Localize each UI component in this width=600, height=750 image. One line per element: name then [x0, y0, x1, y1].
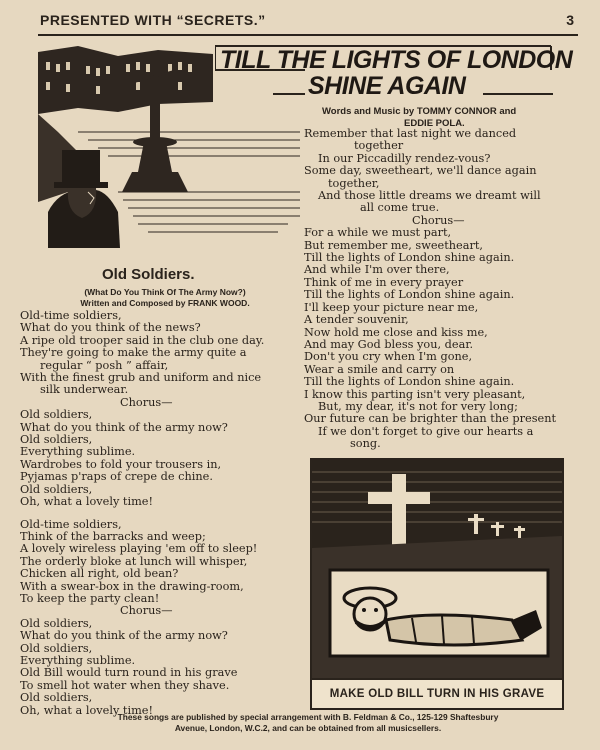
- song1-lyrics: [304, 128, 576, 451]
- grave-illustration: [312, 460, 562, 678]
- lyric-line: What do you think of the army now?: [20, 420, 228, 434]
- lyric-line: And those little dreams we dreamt will: [318, 189, 541, 203]
- lyric-line: And while I'm over there,: [304, 263, 450, 277]
- footer-line2: Avenue, London, W.C.2, and can be obtained from all musicsellers.: [174, 723, 442, 733]
- lyric-line: With a swear-box in the drawing-room,: [20, 579, 244, 593]
- song2-credits: Written and Composed by FRANK WOOD.: [80, 298, 250, 308]
- chorus-label: Chorus—: [120, 604, 173, 618]
- song2-subtitle: (What Do You Think Of The Army Now?): [84, 287, 246, 297]
- lyric-line: To keep the party clean!: [20, 591, 160, 605]
- lyric-line: Old soldiers,: [20, 482, 93, 496]
- lyric-line: But, my dear, it's not for very long;: [318, 399, 518, 413]
- lyric-line: A ripe old trooper said in the club one day.: [20, 333, 265, 347]
- header-presented-text: PRESENTED WITH “SECRETS.”: [40, 12, 266, 28]
- lyric-line: What do you think of the army now?: [20, 629, 228, 643]
- lyric-line: silk underwear.: [40, 383, 129, 397]
- lyric-line: Wear a smile and carry on: [304, 362, 455, 376]
- chorus-label: Chorus—: [412, 213, 465, 227]
- lyric-line: Pyjamas p'raps of crepe de chine.: [20, 470, 213, 484]
- lyric-line: Old soldiers,: [20, 691, 93, 705]
- lyric-line: regular “ posh ” affair,: [40, 358, 169, 372]
- lyric-line: Wardrobes to fold your trousers in,: [20, 457, 222, 471]
- lyric-line: Think of the barracks and weep;: [20, 529, 206, 543]
- lyric-line: Old soldiers,: [20, 641, 93, 655]
- lyric-line: Old soldiers,: [20, 433, 93, 447]
- lyric-line: And may God bless you, dear.: [304, 337, 474, 351]
- lyric-line: together: [354, 139, 404, 153]
- lyric-line: song.: [350, 437, 381, 451]
- lyric-line: Everything sublime.: [20, 653, 136, 667]
- song2-title: Old Soldiers.: [102, 266, 195, 283]
- lyric-line: I'll keep your picture near me,: [304, 300, 479, 314]
- lyric-line: Remember that last night we danced: [304, 127, 517, 140]
- lyric-line: A lovely wireless playing 'em off to sleep!: [20, 542, 258, 556]
- lyric-line: Chicken all right, old bean?: [20, 567, 179, 581]
- song1-credits-line1: Words and Music by TOMMY CONNOR and: [322, 106, 517, 117]
- lyric-line: all come true.: [360, 201, 440, 215]
- lyric-line: If we don't forget to give our hearts a: [318, 424, 534, 438]
- lyric-line: Our future can be brighter than the present: [304, 412, 557, 426]
- lyric-line: Don't you cry when I'm gone,: [304, 350, 473, 364]
- lyric-line: Oh, what a lovely time!: [20, 495, 154, 509]
- old-bill-cartoon: [310, 458, 564, 710]
- lyric-line: Everything sublime.: [20, 445, 136, 459]
- cartoon-caption: MAKE OLD BILL TURN IN HIS GRAVE: [312, 678, 562, 708]
- lyric-line: Think of me in every prayer: [304, 275, 464, 289]
- song1-title-line1: TILL THE LIGHTS OF LONDON: [220, 46, 573, 74]
- lyric-line: Old Bill would turn round in his grave: [20, 666, 238, 680]
- lyric-line: The orderly bloke at lunch will whisper,: [20, 554, 248, 568]
- song2-lyrics: [20, 310, 302, 717]
- lyric-line: Old-time soldiers,: [20, 517, 122, 531]
- lyric-line: Old soldiers,: [20, 408, 93, 422]
- lyric-line: With the finest grub and uniform and nice: [20, 371, 262, 385]
- lyric-line: But remember me, sweetheart,: [304, 238, 483, 252]
- publisher-footer: [38, 712, 578, 734]
- lyric-line: Till the lights of London shine again.: [304, 251, 515, 265]
- song1-credits-line2: EDDIE POLA.: [404, 118, 465, 129]
- lyric-line: Oh, what a lovely time!: [20, 703, 154, 717]
- page-number: 3: [566, 12, 574, 28]
- lyric-line: together,: [328, 176, 380, 190]
- chorus-label: Chorus—: [120, 395, 173, 409]
- lyric-line: A tender souvenir,: [304, 313, 409, 327]
- page-header: [38, 10, 578, 36]
- lyric-line: Old-time soldiers,: [20, 309, 122, 322]
- lyric-line: Till the lights of London shine again.: [304, 375, 515, 389]
- lyric-line: In our Piccadilly rendez-vous?: [318, 151, 491, 165]
- song1-title-line2: SHINE AGAIN: [308, 72, 466, 100]
- lyric-line: Now hold me close and kiss me,: [304, 325, 488, 339]
- lyric-line: Till the lights of London shine again.: [304, 288, 515, 302]
- lyric-line: They're going to make the army quite a: [20, 346, 247, 360]
- lyric-line: Old soldiers,: [20, 616, 93, 630]
- lyric-line: Some day, sweetheart, we'll dance again: [304, 164, 537, 178]
- lyric-line: To smell hot water when they shave.: [20, 678, 230, 692]
- footer-line1: These songs are published by special arrangement with B. Feldman & Co., 125-129 Shaftesbury: [117, 712, 499, 722]
- lyric-line: What do you think of the news?: [20, 321, 201, 335]
- lyric-line: For a while we must part,: [304, 226, 452, 240]
- lyric-line: I know this parting isn't very pleasant,: [304, 387, 526, 401]
